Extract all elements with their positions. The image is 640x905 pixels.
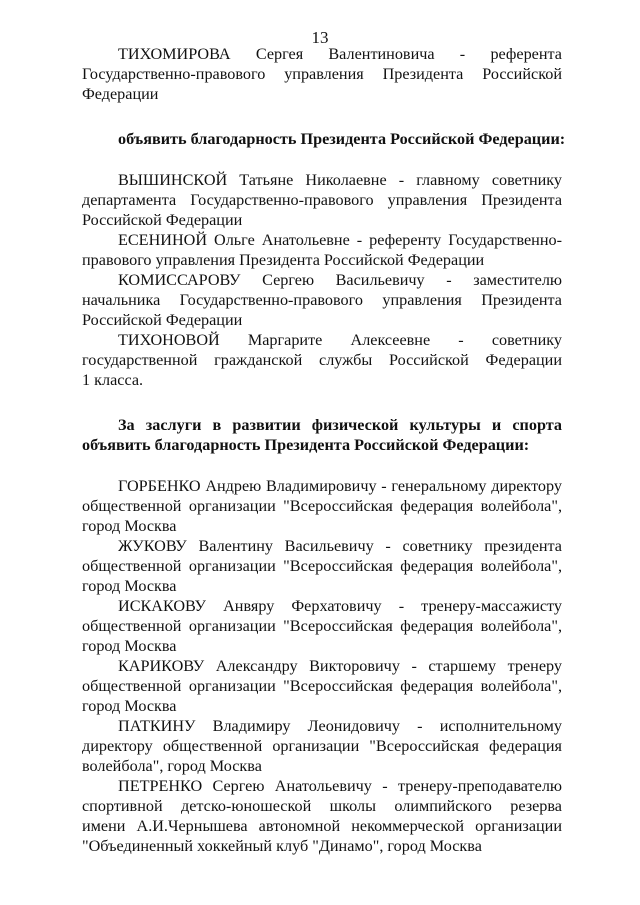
entry-line: Государственно-правового управления Президента Российской xyxy=(82,65,562,83)
entry-line: ИСКАКОВУ Анвяру Ферхатовичу - тренеру-массажисту xyxy=(118,597,562,615)
award-entry xyxy=(82,716,562,776)
award-entry xyxy=(82,170,562,230)
entry-line: ЖУКОВУ Валентину Васильевичу - советнику президента xyxy=(118,537,562,555)
award-entry xyxy=(82,476,562,536)
entry-line: ЕСЕНИНОЙ Ольге Анатольевне - референту Государственно- xyxy=(118,231,562,249)
entry-line: "Объединенный хоккейный клуб "Динамо", город Москва xyxy=(82,837,482,855)
entry-line: государственной гражданской службы Российской Федерации xyxy=(82,351,562,369)
entry-line: общественной организации "Всероссийская федерация волейбола", xyxy=(82,557,562,575)
entry-line: начальника Государственно-правового управления Президента xyxy=(82,291,562,309)
entry-line: город Москва xyxy=(82,637,177,655)
entry-line: волейбола", город Москва xyxy=(82,757,262,775)
entry-line: Российской Федерации xyxy=(82,211,243,229)
award-entry xyxy=(82,270,562,330)
entry-line: город Москва xyxy=(82,697,177,715)
entry-line: департамента Государственно-правового управления Президента xyxy=(82,191,562,209)
award-entry xyxy=(82,330,562,390)
document-body xyxy=(82,44,566,856)
entry-line: правового управления Президента Российской Федерации xyxy=(82,251,485,269)
entry-line: директору общественной организации "Всероссийская федерация xyxy=(82,737,562,755)
award-entry xyxy=(82,596,562,656)
entry-line: ТИХОМИРОВА Сергея Валентиновича - референта xyxy=(118,45,562,63)
entry-line: ВЫШИНСКОЙ Татьяне Николаевне - главному советнику xyxy=(118,171,562,189)
section-heading xyxy=(82,129,566,149)
award-list xyxy=(82,476,562,856)
entry-line: общественной организации "Всероссийская федерация волейбола", xyxy=(82,497,562,515)
award-entry xyxy=(82,230,562,270)
award-list xyxy=(82,170,562,390)
heading-line: объявить благодарность Президента Российской Федерации: xyxy=(118,130,566,148)
entry-line: ПАТКИНУ Владимиру Леонидовичу - исполнительному xyxy=(118,717,562,735)
entry-line: общественной организации "Всероссийская федерация волейбола", xyxy=(82,677,562,695)
entry-line: общественной организации "Всероссийская федерация волейбола", xyxy=(82,617,562,635)
entry-line: ГОРБЕНКО Андрею Владимировичу - генеральному директору xyxy=(118,477,562,495)
award-entry xyxy=(82,776,562,856)
entry-line: КАРИКОВУ Александру Викторовичу - старшему тренеру xyxy=(118,657,562,675)
page-number: 13 xyxy=(311,28,329,47)
award-entry xyxy=(82,656,562,716)
entry-line: Российской Федерации xyxy=(82,311,243,329)
entry-line: имени А.И.Чернышева автономной некоммерческой организации xyxy=(82,817,562,835)
entry-line: ПЕТРЕНКО Сергею Анатольевичу - тренеру-преподавателю xyxy=(118,777,562,795)
heading-line: За заслуги в развитии физической культуры и спорта xyxy=(118,416,562,434)
entry-line: спортивной детско-юношеской школы олимпийского резерва xyxy=(82,797,562,815)
heading-line: объявить благодарность Президента Российской Федерации: xyxy=(82,436,530,454)
entry-line: 1 класса. xyxy=(82,371,144,389)
award-entry xyxy=(82,44,562,104)
entry-line: КОМИССАРОВУ Сергею Васильевичу - заместителю xyxy=(118,271,562,289)
entry-line: город Москва xyxy=(82,577,177,595)
entry-line: ТИХОНОВОЙ Маргарите Алексеевне - советнику xyxy=(118,331,562,349)
entry-line: Федерации xyxy=(82,85,159,103)
award-entry xyxy=(82,536,562,596)
section-heading xyxy=(82,415,562,455)
entry-line: город Москва xyxy=(82,517,177,535)
